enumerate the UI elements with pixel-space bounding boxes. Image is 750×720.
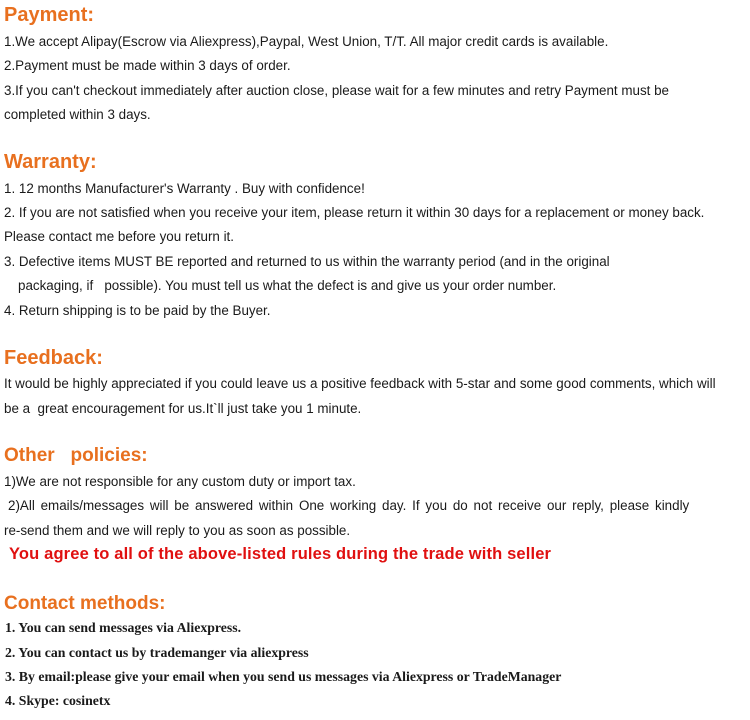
other-policies-line-1: 1)We are not responsible for any custom duty or import tax. (4, 474, 356, 489)
contact-heading: Contact methods: (4, 593, 166, 614)
warranty-line-2: 2. If you are not satisfied when you receive your item, please return it within 30 days for a replacement or money back. (4, 205, 705, 220)
other-policies-line-2: 2)All emails/messages will be answered within One working day. If you do not receive our reply, please kindly (8, 498, 690, 513)
contact-line-4: 4. Skype: cosinetx (5, 693, 111, 708)
payment-line-2: 2.Payment must be made within 3 days of order. (4, 58, 291, 73)
other-policies-line-3: re-send them and we will reply to you as soon as possible. (4, 523, 351, 538)
warranty-line-6: 4. Return shipping is to be paid by the Buyer. (4, 303, 271, 318)
warranty-line-5: packaging, if possible). You must tell us what the defect is and give us your order number. (18, 278, 557, 293)
feedback-heading: Feedback: (4, 347, 103, 369)
warranty-line-4: 3. Defective items MUST BE reported and returned to us within the warranty period (and in the original (4, 254, 610, 269)
payment-heading: Payment: (4, 4, 95, 26)
warranty-line-3: Please contact me before you return it. (4, 229, 234, 244)
payment-line-3: 3.If you can't checkout immediately after auction close, please wait for a few minutes and retry Payment must be (4, 83, 669, 98)
contact-line-1: 1. You can send messages via Aliexpress. (5, 620, 242, 635)
contact-line-3: 3. By email:please give your email when you send us messages via Aliexpress or TradeManager (5, 669, 562, 684)
contact-line-2: 2. You can contact us by trademanger via aliexpress (5, 645, 309, 660)
payment-line-4: completed within 3 days. (4, 107, 151, 122)
agreement-notice: You agree to all of the above-listed rules during the trade with seller (9, 545, 552, 563)
feedback-line-1: It would be highly appreciated if you could leave us a positive feedback with 5-star and some good comments, which will (4, 376, 716, 391)
payment-line-1: 1.We accept Alipay(Escrow via Aliexpress),Paypal, West Union, T/T. All major credit cards is available. (4, 34, 609, 49)
warranty-line-1: 1. 12 months Manufacturer's Warranty . Buy with confidence! (4, 181, 365, 196)
feedback-line-2: be a great encouragement for us.It`ll just take you 1 minute. (4, 401, 362, 416)
warranty-heading: Warranty: (4, 151, 97, 173)
other-policies-heading: Other policies: (4, 445, 148, 466)
